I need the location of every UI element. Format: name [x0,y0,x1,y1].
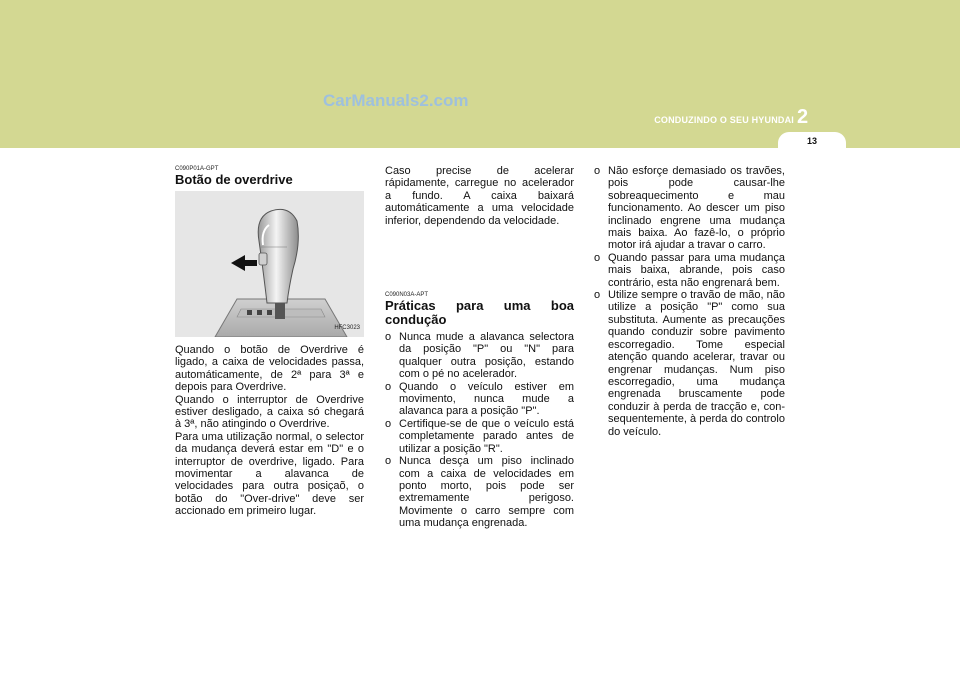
column-driving-practices [385,165,574,530]
bullet-marker: o [594,289,601,302]
chapter-number: 2 [797,106,809,128]
arrow-icon [231,255,257,271]
section-heading-driving: Práticas para uma boa condução [385,298,574,328]
bullet-marker: o [385,417,392,430]
gear-lever-illustration [175,191,364,337]
list-item-text: Quando o veículo estiver em movimento, nunca mude a alavanca para a posição "P". [399,380,574,418]
section-code: C090P01A-GPT [175,166,219,172]
list-item-text: Nunca desça um piso inclinado com a caixa de velocidades em ponto morto, pois pode ser extremamente perigoso. Movimente o carro sempre com uma mudança engrenada. [399,455,574,530]
bullet-list [385,331,574,530]
list-item-text: Não esforçe demasiado os travões, pois pode causar-lhe sobreaquecimento e mau funcionamento. Ao descer um piso inclinado engrene uma mudança mais baixa. Ao fazê-lo, o próprio motor irá ajudar a travar o carro. [608,165,785,252]
list-item-text: Nunca mude a alavanca selectora da posição "P" ou "N" para qualquer outra posição, estando com o pé no acelerador. [399,331,574,381]
paragraph: Caso precise de acelerar rápidamente, carregue no acelerador a fundo. A caixa baixará automáticamente a uma velocidade inferior, dependendo da velocidade. [385,165,574,227]
paragraph: Quando o botão de Overdrive é ligado, a caixa de velocidades passa, automáticamente, de 2ª para 3ª e depois para Overdrive. [175,344,364,394]
bullet-marker: o [594,251,601,264]
list-item [594,289,785,438]
bullet-list [594,165,785,438]
paragraph: Quando o interruptor de Overdrive estiver desligado, a caixa só chegará à 3ª, não atingindo o Overdrive. [175,393,364,431]
bullet-marker: o [385,380,392,393]
bullet-marker: o [385,455,392,468]
list-item [594,165,785,252]
watermark-link[interactable]: CarManuals2.com [323,91,469,110]
section-heading-overdrive: Botão de overdrive [175,172,293,187]
column-driving-practices-cont [594,165,785,438]
list-item-text: Certifique-se de que o veículo está completamente parado antes de utilizar a posição "R". [399,417,574,455]
list-item [385,455,574,529]
bullet-marker: o [385,331,392,344]
header-band [0,0,960,148]
page-number: 13 [806,136,817,146]
list-item [385,418,574,455]
gear-lever-photo [175,191,364,337]
list-item-text: Quando passar para uma mudança mais baixa, abrande, pois caso contrário, esta não engrenará bem. [608,251,785,289]
bullet-marker: o [594,165,601,177]
chapter-title: CONDUZINDO O SEU HYUNDAI [654,115,794,125]
paragraph: Para uma utilização normal, o selector da mudança deverá estar em "D" e o interruptor de overdrive, ligado. Para movimentar a alavanca de velocidades para outra posiçaõ, o botão do "Over-drive" deve ser accionado em primeiro lugar. [175,430,364,518]
column-overdrive [175,165,364,518]
list-item [385,331,574,381]
list-item [594,252,785,289]
section-code: C090N03A-APT [385,292,429,299]
image-code: HFC3023 [334,324,360,331]
list-item-text: Utilize sempre o travão de mão, não utilize a posição "P" como sua substituta. Aumente as precauções quando conduzir sobre pavimento escorregadio. Tome especial atenção quando acelerar, travar ou engrenar mudanças. Num piso escorregadio, uma mudança engrenada bruscamente pode conduzir à perda de tracção e, con-sequentemente, à perda do controlo do veículo. [608,289,785,438]
list-item [385,381,574,418]
